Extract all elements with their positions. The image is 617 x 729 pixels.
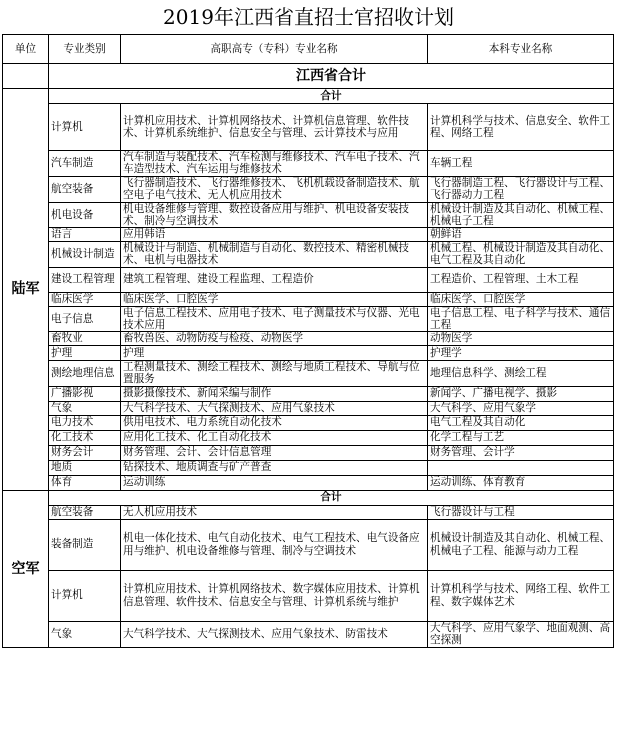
vocational-cell: 供用电技术、电力系统自动化技术: [121, 415, 428, 430]
undergraduate-cell: 动物医学: [428, 332, 614, 345]
category-cell: 航空装备: [49, 176, 121, 202]
undergraduate-cell: 电子信息工程、电子科学与技术、通信工程: [428, 306, 614, 332]
table-row: [3, 386, 614, 401]
category-cell: 气象: [49, 621, 121, 647]
army-unit-label: 陆军: [3, 89, 49, 491]
vocational-cell: 机电设备维修与管理、数控设备应用与维护、机电设备安装技术、制冷与空调技术: [121, 202, 428, 228]
vocational-cell: 钻探技术、地质调查与矿产普查: [121, 460, 428, 475]
vocational-cell: 畜牧兽医、动物防疫与检疫、动物医学: [121, 332, 428, 345]
vocational-cell: 机械设计与制造、机械制造与自动化、数控技术、精密机械技术、电机与电器技术: [121, 241, 428, 267]
vocational-cell: 计算机应用技术、计算机网络技术、数字媒体应用技术、计算机信息管理、软件技术、信息安全与管理、计算机系统与维护: [121, 570, 428, 621]
category-cell: 地质: [49, 460, 121, 475]
category-cell: 体育: [49, 475, 121, 490]
vocational-cell: 护理: [121, 345, 428, 360]
category-cell: 临床医学: [49, 292, 121, 306]
undergraduate-cell: 飞行器设计与工程: [428, 505, 614, 519]
vocational-cell: 建筑工程管理、建设工程监理、工程造价: [121, 267, 428, 292]
table-row: [3, 332, 614, 345]
vocational-cell: 应用化工技术、化工自动化技术: [121, 430, 428, 445]
header-vocational: 高职高专（专科）专业名称: [121, 35, 428, 64]
undergraduate-cell: 朝鲜语: [428, 228, 614, 241]
table-row: [3, 151, 614, 177]
table-row: [3, 505, 614, 519]
table-row: [3, 176, 614, 202]
table-row: [3, 430, 614, 445]
vocational-cell: 机电一体化技术、电气自动化技术、电气工程技术、电气设备应用与维护、机电设备维修与管理、制冷与空调技术: [121, 519, 428, 570]
table-row: [3, 104, 614, 151]
undergraduate-cell: 大气科学、应用气象学、地面观测、高空探测: [428, 621, 614, 647]
table-row: [3, 621, 614, 647]
vocational-cell: 财务管理、会计、会计信息管理: [121, 445, 428, 460]
table-row: [3, 228, 614, 241]
category-cell: 电力技术: [49, 415, 121, 430]
vocational-cell: 汽车制造与装配技术、汽车检测与维修技术、汽车电子技术、汽车造型技术、汽车运用与维修技术: [121, 151, 428, 177]
table-row: [3, 267, 614, 292]
undergraduate-cell: 运动训练、体育教育: [428, 475, 614, 490]
table-row: [3, 570, 614, 621]
undergraduate-cell: 计算机科学与技术、网络工程、软件工程、数字媒体艺术: [428, 570, 614, 621]
category-cell: 语言: [49, 228, 121, 241]
airforce-subtotal-row: [3, 490, 614, 505]
table-row: [3, 519, 614, 570]
undergraduate-cell: 临床医学、口腔医学: [428, 292, 614, 306]
vocational-cell: 临床医学、口腔医学: [121, 292, 428, 306]
army-subtotal: 合计: [49, 89, 614, 104]
table-body: [3, 35, 614, 648]
header-category: 专业类别: [49, 35, 121, 64]
vocational-cell: 摄影摄像技术、新闻采编与制作: [121, 386, 428, 401]
province-total-row: [3, 64, 614, 89]
vocational-cell: 无人机应用技术: [121, 505, 428, 519]
undergraduate-cell: 机械工程、机械设计制造及其自动化、电气工程及其自动化: [428, 241, 614, 267]
army-subtotal-row: [3, 89, 614, 104]
undergraduate-cell: 财务管理、会计学: [428, 445, 614, 460]
category-cell: 机电设备: [49, 202, 121, 228]
table-row: [3, 360, 614, 386]
table-row: [3, 460, 614, 475]
table-row: [3, 415, 614, 430]
category-cell: 护理: [49, 345, 121, 360]
category-cell: 计算机: [49, 104, 121, 151]
category-cell: 广播影视: [49, 386, 121, 401]
page-title: 2019年江西省直招士官招收计划: [163, 5, 454, 29]
airforce-subtotal: 合计: [49, 490, 614, 505]
vocational-cell: 计算机应用技术、计算机网络技术、计算机信息管理、软件技术、计算机系统维护、信息安全与管理、云计算技术与应用: [121, 104, 428, 151]
table-row: [3, 202, 614, 228]
undergraduate-cell: 地理信息科学、测绘工程: [428, 360, 614, 386]
province-total-blank: [3, 64, 49, 89]
category-cell: 测绘地理信息: [49, 360, 121, 386]
table-row: [3, 401, 614, 415]
table-header-row: [3, 35, 614, 64]
category-cell: 计算机: [49, 570, 121, 621]
category-cell: 气象: [49, 401, 121, 415]
table-row: [3, 306, 614, 332]
undergraduate-cell: 车辆工程: [428, 151, 614, 177]
undergraduate-cell: 新闻学、广播电视学、摄影: [428, 386, 614, 401]
table-row: [3, 241, 614, 267]
undergraduate-cell: 化学工程与工艺: [428, 430, 614, 445]
recruitment-table: [2, 34, 614, 648]
category-cell: 电子信息: [49, 306, 121, 332]
category-cell: 财务会计: [49, 445, 121, 460]
undergraduate-cell: 电气工程及其自动化: [428, 415, 614, 430]
vocational-cell: 大气科学技术、大气探测技术、应用气象技术: [121, 401, 428, 415]
vocational-cell: 大气科学技术、大气探测技术、应用气象技术、防雷技术: [121, 621, 428, 647]
category-cell: 建设工程管理: [49, 267, 121, 292]
vocational-cell: 运动训练: [121, 475, 428, 490]
vocational-cell: 飞行器制造技术、飞行器维修技术、飞机机载设备制造技术、航空电子电气技术、无人机应用技术: [121, 176, 428, 202]
table-row: [3, 445, 614, 460]
vocational-cell: 工程测量技术、测绘工程技术、测绘与地质工程技术、导航与位置服务: [121, 360, 428, 386]
undergraduate-cell: 护理学: [428, 345, 614, 360]
category-cell: 航空装备: [49, 505, 121, 519]
airforce-unit-label: 空军: [3, 490, 49, 647]
header-unit: 单位: [3, 35, 49, 64]
undergraduate-cell: 飞行器制造工程、飞行器设计与工程、飞行器动力工程: [428, 176, 614, 202]
category-cell: 装备制造: [49, 519, 121, 570]
table-row: [3, 345, 614, 360]
category-cell: 化工技术: [49, 430, 121, 445]
vocational-cell: 应用韩语: [121, 228, 428, 241]
undergraduate-cell: 机械设计制造及其自动化、机械工程、机械电子工程、能源与动力工程: [428, 519, 614, 570]
undergraduate-cell: [428, 460, 614, 475]
category-cell: 畜牧业: [49, 332, 121, 345]
header-undergraduate: 本科专业名称: [428, 35, 614, 64]
undergraduate-cell: 大气科学、应用气象学: [428, 401, 614, 415]
category-cell: 机械设计制造: [49, 241, 121, 267]
vocational-cell: 电子信息工程技术、应用电子技术、电子测量技术与仪器、光电技术应用: [121, 306, 428, 332]
table-row: [3, 475, 614, 490]
province-total: 江西省合计: [49, 64, 614, 89]
table-row: [3, 292, 614, 306]
undergraduate-cell: 工程造价、工程管理、土木工程: [428, 267, 614, 292]
category-cell: 汽车制造: [49, 151, 121, 177]
undergraduate-cell: 计算机科学与技术、信息安全、软件工程、网络工程: [428, 104, 614, 151]
undergraduate-cell: 机械设计制造及其自动化、机械工程、机械电子工程: [428, 202, 614, 228]
